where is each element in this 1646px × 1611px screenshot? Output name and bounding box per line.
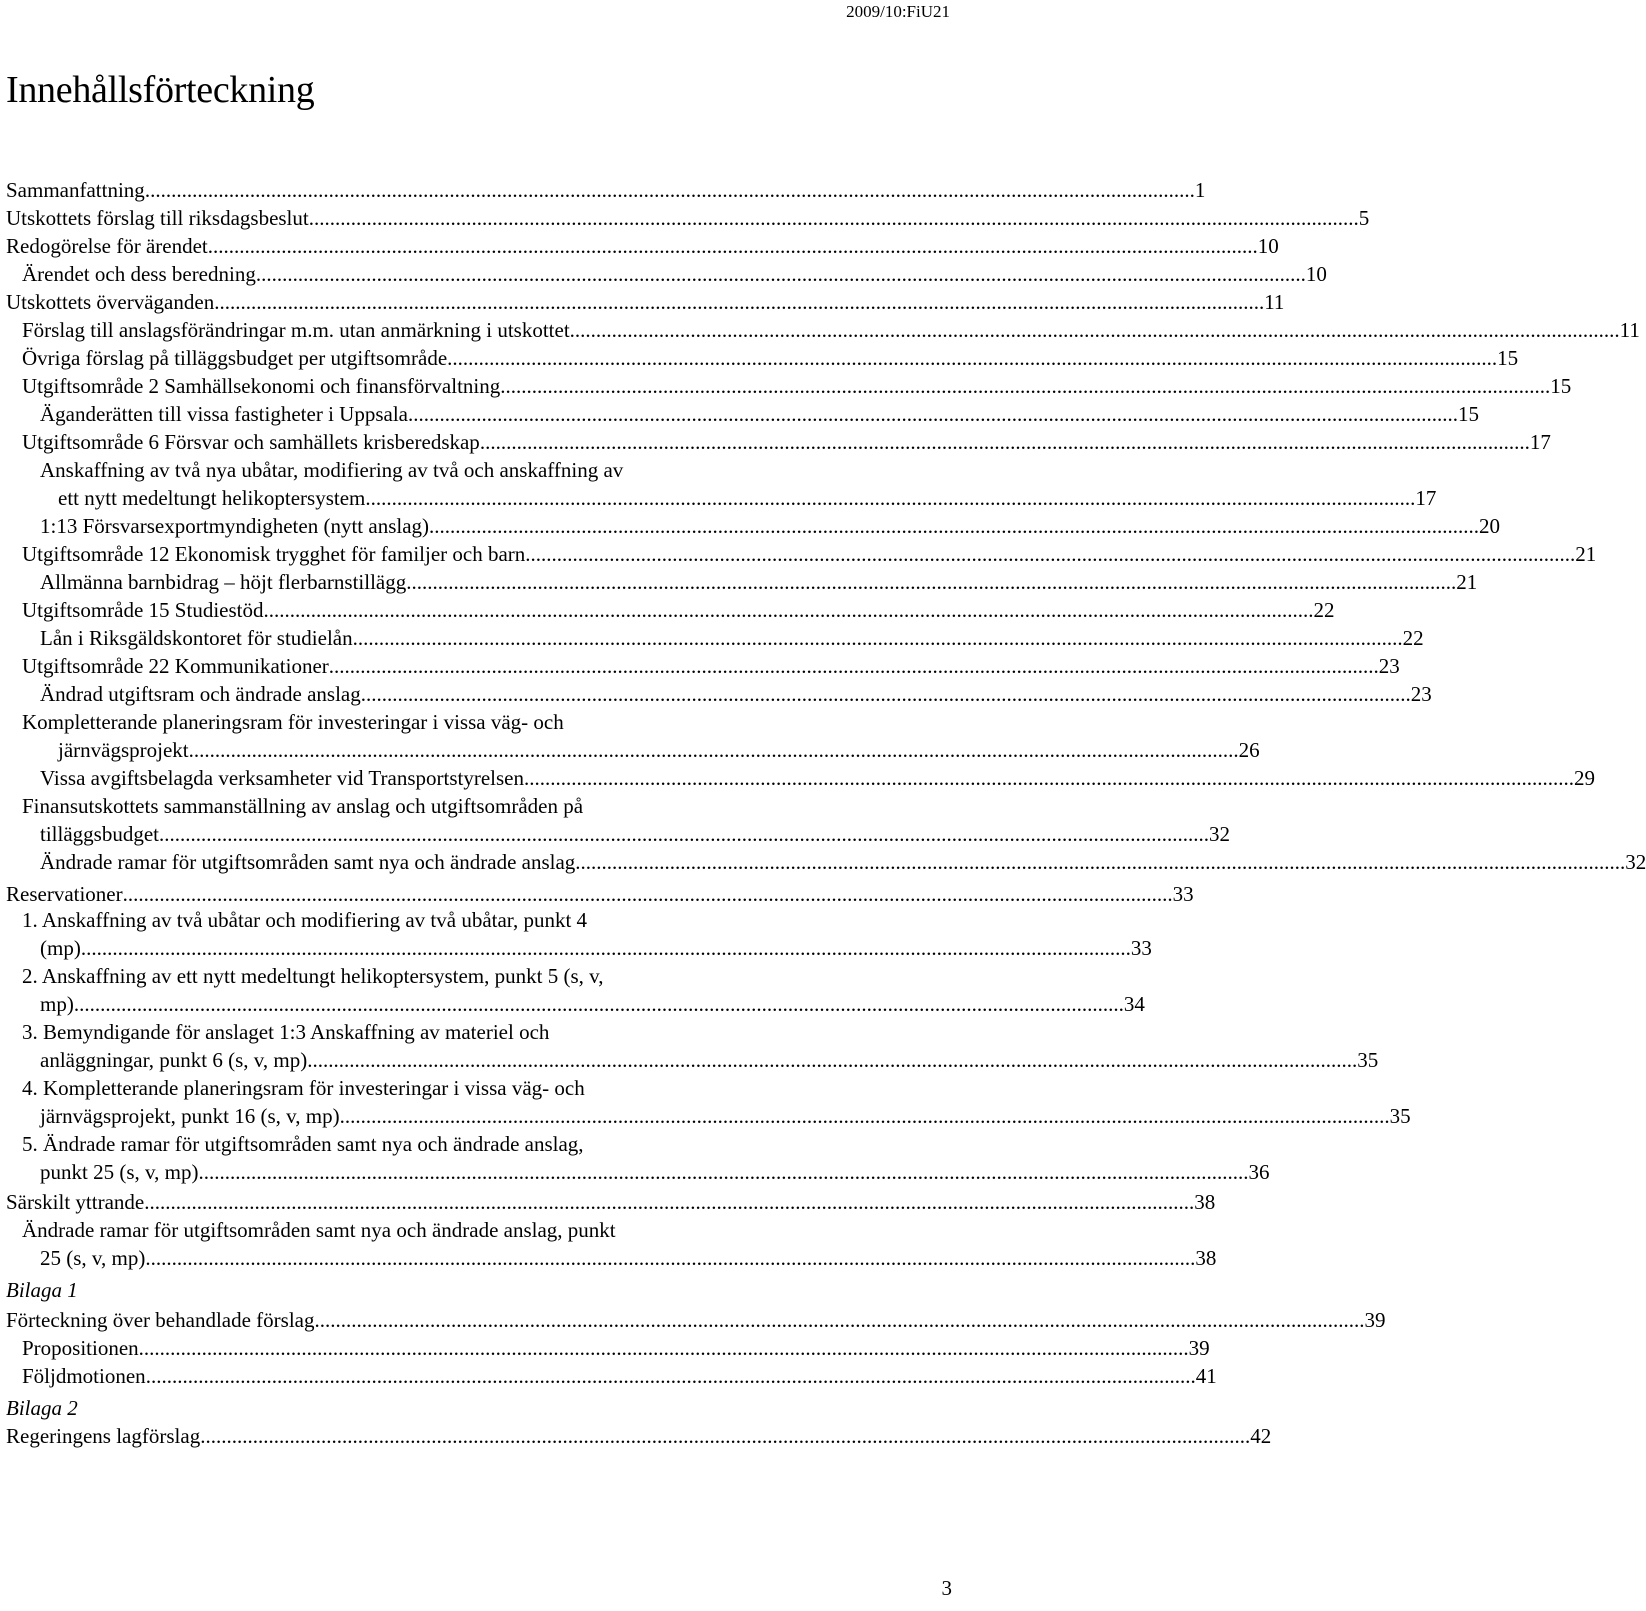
toc-entry-page: 21: [1575, 542, 1597, 566]
toc-entry-text: Ärendet och dess beredning: [22, 262, 256, 286]
toc-entry: [22, 962, 765, 990]
toc-entry-text: Redogörelse för ärendet: [6, 234, 208, 258]
toc-entry-text: Ändrad utgiftsram och ändrade anslag: [40, 682, 361, 706]
toc-entry-page: 17: [1415, 486, 1437, 510]
toc-entry-page: 26: [1238, 738, 1260, 762]
toc-entry: [22, 792, 765, 820]
toc-entry-page: 20: [1479, 514, 1501, 538]
toc-entry: [22, 344, 1519, 372]
toc-entry-page: 1: [1194, 178, 1206, 202]
toc-leader-dots: ........................................................................................................................................................................................................: [198, 1160, 1249, 1184]
toc-entry: [22, 1018, 765, 1046]
toc-entry: [40, 934, 1152, 962]
toc-leader-dots: ........................................................................................................................................................................................................: [406, 570, 1457, 594]
toc-entry: [58, 484, 1437, 512]
toc-leader-dots: ........................................................................................................................................................................................................: [200, 1424, 1251, 1448]
toc-entry-page: 10: [1305, 262, 1327, 286]
toc-leader-dots: ........................................................................................................................................................................................................: [575, 850, 1626, 874]
toc-entry-text: (mp): [40, 936, 81, 960]
toc-entry: [22, 1362, 1217, 1390]
toc-entry-page: 22: [1402, 626, 1424, 650]
toc-entry-text: järnvägsprojekt: [58, 738, 189, 762]
toc-entry-text: 3. Bemyndigande för anslaget 1:3 Anskaffning av materiel och: [22, 1020, 550, 1044]
toc-entry-text: 1. Anskaffning av två ubåtar och modifiering av två ubåtar, punkt 4: [22, 908, 588, 932]
toc-entry-text: Följdmotionen: [22, 1364, 146, 1388]
toc-entry: [22, 372, 1572, 400]
toc-entry-text: Vissa avgiftsbelagda verksamheter vid Transportstyrelsen: [40, 766, 524, 790]
toc-entry-page: 11: [1264, 290, 1285, 314]
toc-entry: [22, 540, 1597, 568]
toc-leader-dots: ........................................................................................................................................................................................................: [500, 374, 1551, 398]
toc-entry-page: 23: [1378, 654, 1400, 678]
toc-leader-dots: ........................................................................................................................................................................................................: [523, 766, 1574, 790]
toc-entry-text: Lån i Riksgäldskontoret för studielån: [40, 626, 353, 650]
toc-entry: [40, 456, 765, 484]
toc-entry-text: Regeringens lagförslag: [6, 1424, 201, 1448]
toc-leader-dots: ........................................................................................................................................................................................................: [447, 346, 1498, 370]
toc-entry: [22, 1334, 1210, 1362]
toc-entry-text: Utskottets förslag till riksdagsbeslut: [6, 206, 309, 230]
toc-entry: [58, 736, 1260, 764]
toc-entry-text: Utgiftsområde 6 Försvar och samhällets krisberedskap: [22, 430, 480, 454]
toc-entry-text: ett nytt medeltungt helikoptersystem: [58, 486, 366, 510]
toc-entry-text: Bilaga 1: [6, 1278, 78, 1302]
toc-entry: [40, 624, 1424, 652]
toc-entry-text: Utskottets överväganden: [6, 290, 215, 314]
toc-entry-page: 42: [1250, 1424, 1272, 1448]
toc-entry-page: 5: [1358, 206, 1370, 230]
toc-entry-text: Ändrade ramar för utgiftsområden samt nya och ändrade anslag, punkt: [22, 1218, 616, 1242]
toc-entry: [6, 1188, 1216, 1216]
toc-leader-dots: ........................................................................................................................................................................................................: [73, 992, 1124, 1016]
toc-entry-text: mp): [40, 992, 74, 1016]
toc-entry-page: 32: [1625, 850, 1646, 874]
toc-entry-text: Äganderätten till vissa fastigheter i Uppsala: [40, 402, 408, 426]
toc-entry-page: 33: [1172, 882, 1194, 906]
toc-entry: [40, 512, 1501, 540]
page-title: Innehållsförteckning: [6, 69, 315, 111]
toc-leader-dots: ........................................................................................................................................................................................................: [479, 430, 1530, 454]
toc-entry-text: Kompletterande planeringsram för investeringar i vissa väg- och: [22, 710, 564, 734]
toc-entry-page: 22: [1313, 598, 1335, 622]
toc-entry-text: 1:13 Försvarsexportmyndigheten (nytt anslag): [40, 514, 430, 538]
toc-entry-page: 39: [1188, 1336, 1210, 1360]
toc-entry-page: 15: [1457, 402, 1479, 426]
toc-entry-text: Utgiftsområde 22 Kommunikationer: [22, 654, 329, 678]
toc-entry: [40, 848, 1646, 876]
toc-entry: [22, 1216, 765, 1244]
toc-entry: [40, 764, 1595, 792]
toc-entry-text: Förslag till anslagsförändringar m.m. utan anmärkning i utskottet: [22, 318, 570, 342]
toc-leader-dots: ........................................................................................................................................................................................................: [145, 1246, 1196, 1270]
toc-leader-dots: ........................................................................................................................................................................................................: [339, 1104, 1390, 1128]
toc-leader-dots: ........................................................................................................................................................................................................: [207, 234, 1258, 258]
toc-entry-page: 11: [1619, 318, 1640, 342]
toc-entry: [40, 1102, 1411, 1130]
toc-entry-text: Förteckning över behandlade förslag: [6, 1308, 315, 1332]
toc-entry-page: 21: [1456, 570, 1478, 594]
toc-entry-text: Reservationer: [6, 882, 123, 906]
toc-entry: [40, 680, 1432, 708]
toc-entry: [6, 1422, 1272, 1450]
toc-entry-page: 32: [1209, 822, 1230, 846]
toc-entry: [22, 260, 1327, 288]
page-number: 3: [941, 1576, 952, 1600]
toc-entry: [22, 316, 1640, 344]
toc-leader-dots: ........................................................................................................................................................................................................: [138, 1336, 1189, 1360]
toc-entry-text: Bilaga 2: [6, 1396, 78, 1420]
toc-entry-page: 29: [1573, 766, 1595, 790]
toc-entry: [6, 232, 1279, 260]
toc-entry-text: Sammanfattning: [6, 178, 145, 202]
toc-entry-text: punkt 25 (s, v, mp): [40, 1160, 199, 1184]
toc-entry: [22, 906, 765, 934]
toc-leader-dots: ........................................................................................................................................................................................................: [144, 1190, 1195, 1214]
toc-entry-page: 39: [1364, 1308, 1386, 1332]
toc-entry-page: 38: [1194, 1190, 1216, 1214]
toc-entry: [22, 708, 765, 736]
toc-leader-dots: ........................................................................................................................................................................................................: [188, 738, 1239, 762]
toc-leader-dots: ........................................................................................................................................................................................................: [429, 514, 1480, 538]
toc-leader-dots: ........................................................................................................................................................................................................: [144, 178, 1195, 202]
toc-entry-text: Särskilt yttrande: [6, 1190, 145, 1214]
toc-leader-dots: ........................................................................................................................................................................................................: [307, 1048, 1358, 1072]
toc-entry-page: 41: [1195, 1364, 1217, 1388]
toc-entry-page: 15: [1550, 374, 1572, 398]
toc-entry: [6, 1394, 765, 1422]
toc-leader-dots: ........................................................................................................................................................................................................: [314, 1308, 1365, 1332]
toc-entry-page: 23: [1410, 682, 1432, 706]
toc-entry-text: Utgiftsområde 2 Samhällsekonomi och finansförvaltning: [22, 374, 501, 398]
toc-entry-text: Propositionen: [22, 1336, 139, 1360]
toc-entry: [6, 880, 1194, 908]
toc-leader-dots: ........................................................................................................................................................................................................: [80, 936, 1131, 960]
toc-entry: [40, 1046, 1379, 1074]
toc-entry: [22, 1130, 765, 1158]
toc-entry: [6, 288, 1285, 316]
toc-entry-page: 35: [1389, 1104, 1411, 1128]
toc-entry: [40, 568, 1478, 596]
toc-entry-text: 2. Anskaffning av ett nytt medeltungt helikoptersystem, punkt 5 (s, v,: [22, 964, 604, 988]
toc-leader-dots: ........................................................................................................................................................................................................: [525, 542, 1576, 566]
toc-entry-page: 15: [1497, 346, 1519, 370]
toc-leader-dots: ........................................................................................................................................................................................................: [214, 290, 1265, 314]
toc-entry-page: 33: [1130, 936, 1152, 960]
toc-entry: [40, 1244, 1217, 1272]
toc-entry-text: tilläggsbudget: [40, 822, 159, 846]
toc-entry-page: 36: [1248, 1160, 1270, 1184]
toc-entry-text: järnvägsprojekt, punkt 16 (s, v, mp): [40, 1104, 340, 1128]
toc-leader-dots: ........................................................................................................................................................................................................: [328, 654, 1379, 678]
toc-entry-text: Övriga förslag på tilläggsbudget per utgiftsområde: [22, 346, 448, 370]
toc-entry: [40, 990, 1145, 1018]
toc-entry: [6, 1306, 1386, 1334]
toc-entry-text: anläggningar, punkt 6 (s, v, mp): [40, 1048, 308, 1072]
toc-entry-text: 25 (s, v, mp): [40, 1246, 146, 1270]
toc-entry-page: 38: [1195, 1246, 1217, 1270]
toc-leader-dots: ........................................................................................................................................................................................................: [255, 262, 1306, 286]
toc-leader-dots: ........................................................................................................................................................................................................: [365, 486, 1416, 510]
toc-entry: [40, 820, 1230, 848]
toc-entry: [6, 176, 1206, 204]
toc-entry-text: Utgiftsområde 15 Studiestöd: [22, 598, 264, 622]
toc-entry-text: Utgiftsområde 12 Ekonomisk trygghet för familjer och barn: [22, 542, 526, 566]
toc-entry-page: 34: [1123, 992, 1145, 1016]
toc-entry: [6, 1276, 765, 1304]
toc-entry-page: 17: [1529, 430, 1551, 454]
toc-entry-text: Anskaffning av två nya ubåtar, modifiering av två och anskaffning av: [40, 458, 624, 482]
toc-entry: [22, 428, 1551, 456]
toc-entry: [40, 1158, 1270, 1186]
toc-entry-page: 10: [1257, 234, 1279, 258]
toc-entry-text: 4. Kompletterande planeringsram för investeringar i vissa väg- och: [22, 1076, 585, 1100]
toc-entry-text: Ändrade ramar för utgiftsområden samt nya och ändrade anslag: [40, 850, 576, 874]
toc-leader-dots: ........................................................................................................................................................................................................: [122, 882, 1173, 906]
toc-entry-text: Finansutskottets sammanställning av anslag och utgiftsområden på: [22, 794, 584, 818]
toc-entry-text: 5. Ändrade ramar för utgiftsområden samt nya och ändrade anslag,: [22, 1132, 584, 1156]
toc-leader-dots: ........................................................................................................................................................................................................: [360, 682, 1411, 706]
toc-entry-page: 35: [1357, 1048, 1379, 1072]
toc-leader-dots: ........................................................................................................................................................................................................: [569, 318, 1620, 342]
toc-leader-dots: ........................................................................................................................................................................................................: [145, 1364, 1196, 1388]
toc-leader-dots: ........................................................................................................................................................................................................: [352, 626, 1403, 650]
toc-entry: [22, 652, 1400, 680]
document-id: 2009/10:FiU21: [846, 2, 950, 21]
toc-entry: [6, 204, 1370, 232]
toc-entry: [22, 596, 1335, 624]
toc-leader-dots: ........................................................................................................................................................................................................: [263, 598, 1314, 622]
toc-entry: [40, 400, 1479, 428]
toc-entry: [22, 1074, 765, 1102]
toc-leader-dots: ........................................................................................................................................................................................................: [407, 402, 1458, 426]
toc-leader-dots: ........................................................................................................................................................................................................: [159, 822, 1209, 846]
toc-leader-dots: ........................................................................................................................................................................................................: [308, 206, 1359, 230]
toc-entry-text: Allmänna barnbidrag – höjt flerbarnstillägg: [40, 570, 407, 594]
